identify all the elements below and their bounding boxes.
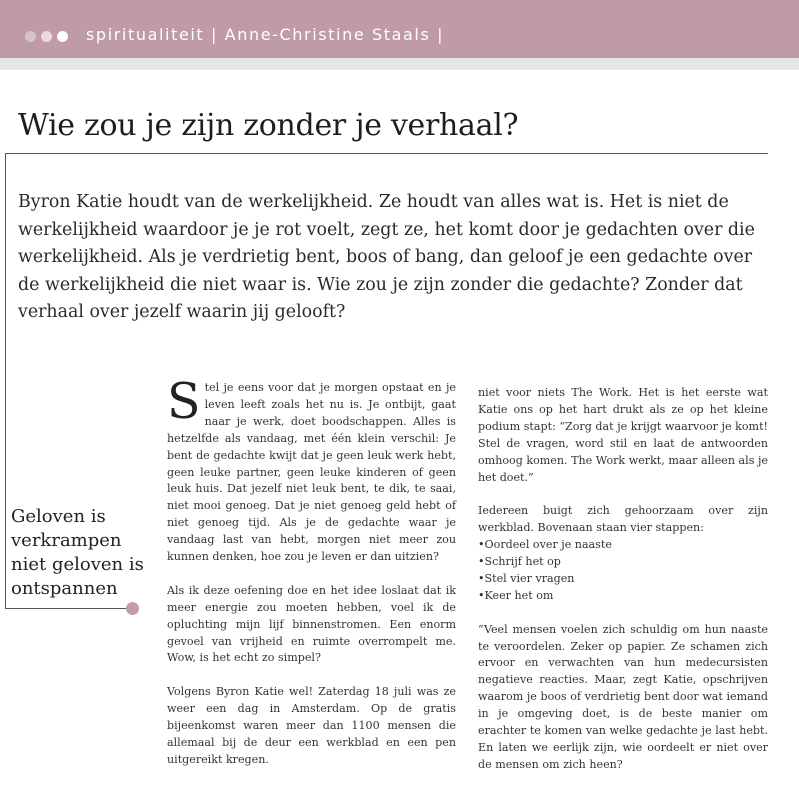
header-band (0, 0, 799, 58)
body-paragraph: Als ik deze oefening doe en het idee loslaat dat ik meer energie zou moeten hebben, voel ik de opluchting mijn lijf binnenstromen. Een enorm gevoel van vrijheid en ruimte overrompelt me. Wow, is het echt zo simpel? (167, 583, 456, 665)
article-intro: Byron Katie houdt van de werkelijkheid. Ze houdt van alles wat is. Het is niet de werkelijkheid waardoor je je rot voelt, zegt ze, het komt door je gedachten over die werkelijkheid. Als je verdrietig bent, boos of bang, dan geloof je een gedachte over de werkelijkheid die niet waar is. Wie zou je zijn zonder die gedachte? Zonder dat verhaal over jezelf waarin jij gelooft? (18, 192, 755, 323)
section-label: spiritualiteit | Anne-Christine Staals | (86, 25, 445, 44)
accent-dot-icon (126, 602, 139, 615)
list-item: • Keer het om (478, 588, 768, 605)
body-paragraph: Iedereen buigt zich gehoorzaam over zijn werkblad. Bovenaan staan vier stappen: (478, 504, 768, 535)
list-item: • Oordeel over je naaste (478, 537, 768, 554)
list-item: • Schrijf het op (478, 554, 768, 571)
header-underbar (0, 58, 799, 70)
body-column-2 (478, 385, 768, 791)
frame-rule-left (5, 153, 6, 609)
body-paragraph-text: tel je eens voor dat je morgen opstaat en je leven leeft zoals het nu is. Je ontbijt, gaat naar je werk, doet boodschappen. Alles is hetzelfde als vandaag, met één klein verschil: Je bent de gedachte kwijt dat je geen leuk werk hebt, geen leuke partner, geen leuke kinderen of geen leuk huis. Dat jezelf niet leuk bent, te dik, te saai, niet mooi genoeg. Dat je niet genoeg geld hebt of niet genoeg tijd. Als je de gedachte waar je vandaag last van hebt, morgen niet meer zou kunnen denken, hoe zou je leven er dan uitzien? (167, 381, 456, 564)
dot-icon (57, 31, 68, 42)
body-paragraph: Volgens Byron Katie wel! Zaterdag 18 juli was ze weer een dag in Amsterdam. Op de gratis bijeenkomst waren meer dan 1100 mensen die allemaal bij de deur een werkblad en een pen uitgereikt kregen. (167, 685, 456, 766)
dot-icon (41, 31, 52, 42)
drop-cap: S (167, 373, 201, 430)
dot-icon (25, 31, 36, 42)
body-paragraph: “Veel mensen voelen zich schuldig om hun naaste te veroordelen. Zeker op papier. Ze schamen zich ervoor en verwachten van hun medecursisten negatieve reacties. Maar, zegt Katie, opschrijven waarom je boos of verdrietig bent door wat iemand in je omgeving doet, is de beste manier om erachter te komen van welke gedachte je last hebt. En laten we eerlijk zijn, wie oordeelt er niet over de mensen om zich heen? (478, 622, 768, 771)
pull-quote: Geloven is verkrampen niet geloven is ontspannen (11, 506, 144, 599)
body-paragraph (167, 373, 456, 566)
list-item: • Stel vier vragen (478, 571, 768, 588)
frame-rule-top (5, 153, 768, 154)
steps-list (478, 537, 768, 605)
body-column-1 (167, 373, 456, 786)
article-title: Wie zou je zijn zonder je verhaal? (18, 108, 519, 143)
frame-rule-bottom (5, 608, 127, 609)
body-paragraph: niet voor niets The Work. Het is het eerste wat Katie ons op het hart drukt als ze op het kleine podium stapt: “Zorg dat je krijgt waarvoor je komt! Stel de vragen, word stil en laat de antwoorden omhoog komen. The Work werkt, maar alleen als je het doet.” (478, 386, 768, 484)
